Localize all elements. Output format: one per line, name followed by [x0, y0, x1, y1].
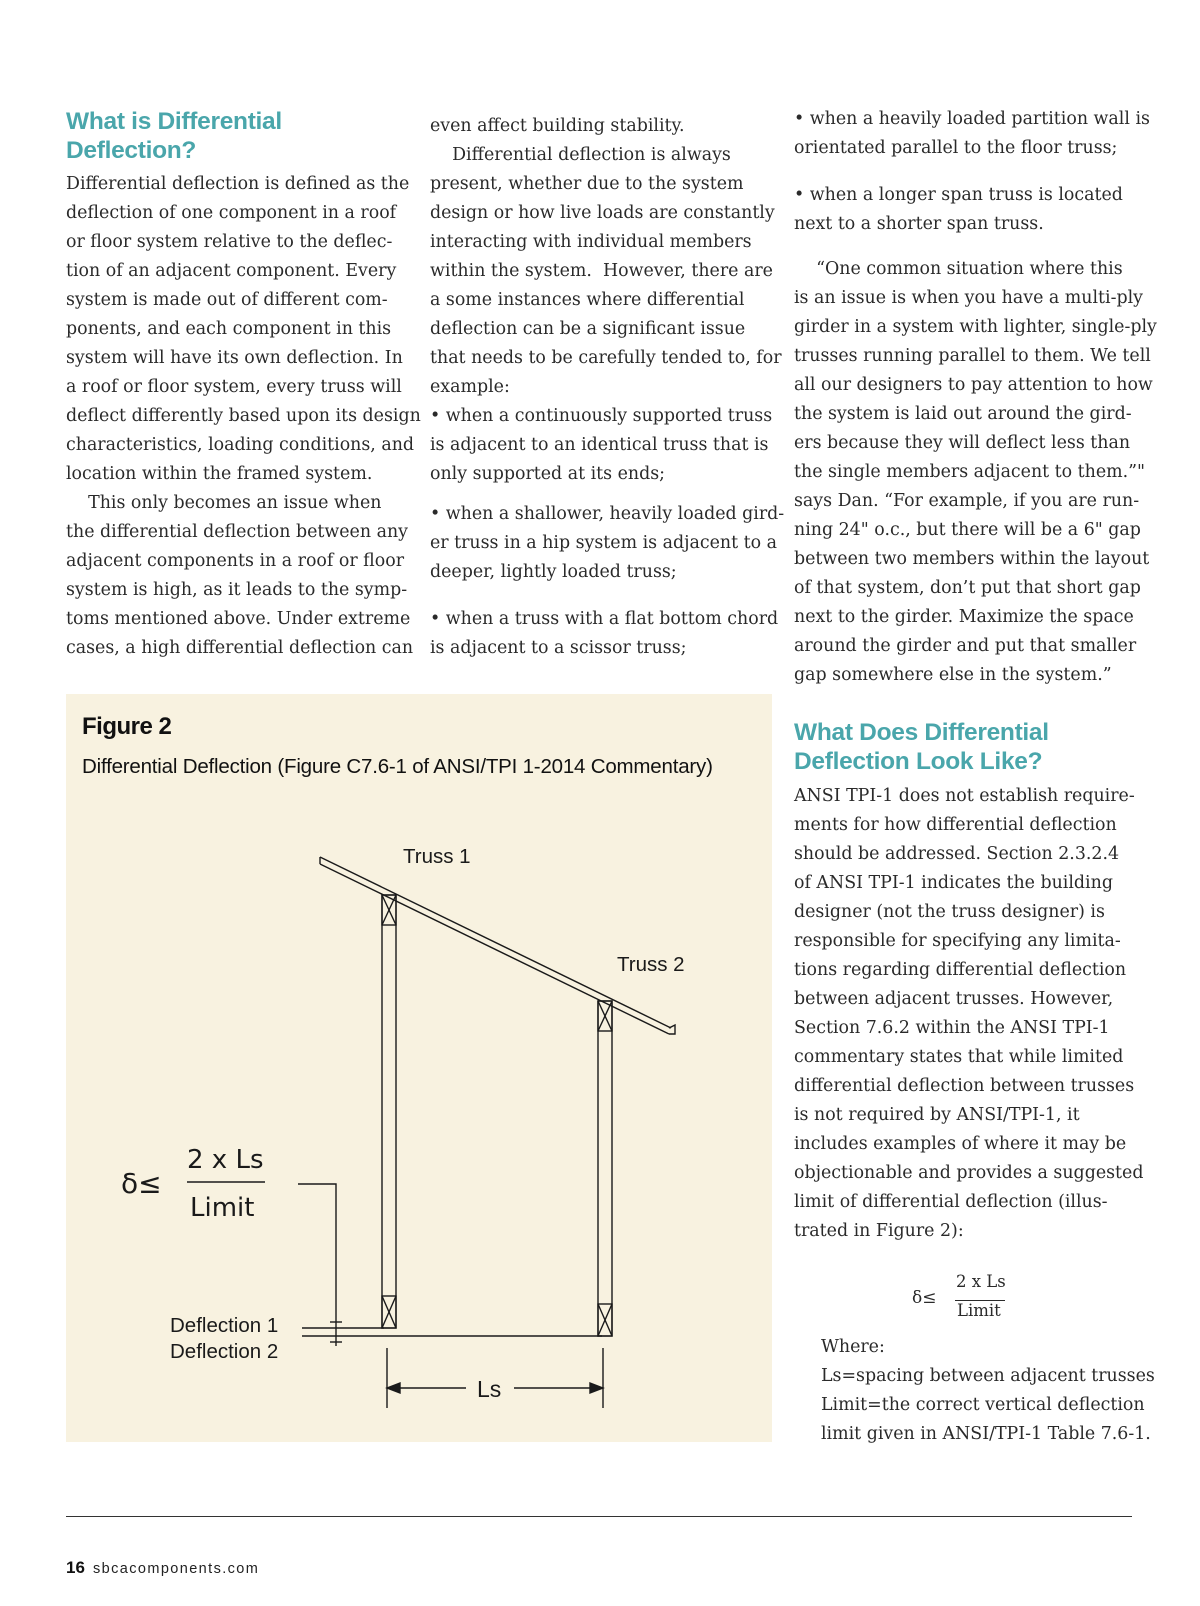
text-line: of ANSI TPI-1 indicates the building: [794, 873, 1113, 893]
text-line: the single members adjacent to them.”": [794, 462, 1146, 482]
text-line: Where:: [821, 1337, 885, 1357]
website-link[interactable]: sbcacomponents.com: [93, 1561, 260, 1577]
ls-label: Ls: [477, 1376, 502, 1402]
footer-rule: [66, 1516, 1132, 1517]
differential-deflection-diagram: [66, 694, 772, 1442]
text-line: between adjacent trusses. However,: [794, 989, 1114, 1009]
text-line: Limit=the correct vertical deflection: [821, 1395, 1145, 1415]
text-line: gap somewhere else in the system.”: [794, 665, 1112, 685]
text-line: objectionable and provides a suggested: [794, 1163, 1144, 1183]
bullet-line: • when a truss with a flat bottom chord: [430, 609, 779, 629]
section-heading-what-does: [794, 718, 1049, 776]
text-line: a some instances where differential: [430, 290, 745, 310]
figure-caption: Differential Deflection (Figure C7.6-1 of ANSI/TPI 1-2014 Commentary): [82, 755, 713, 778]
bullet-line: • when a shallower, heavily loaded gird-: [430, 504, 785, 524]
text-line: characteristics, loading conditions, and: [66, 435, 415, 455]
truss-2-member: [598, 1001, 612, 1336]
text-line: the differential deflection between any: [66, 522, 408, 542]
text-line: This only becomes an issue when: [66, 493, 382, 513]
formula-denominator: Limit: [957, 1301, 1001, 1320]
text-line: ponents, and each component in this: [66, 319, 392, 339]
heading-line: Deflection?: [66, 137, 197, 164]
bullet-line: • when a heavily loaded partition wall is: [794, 109, 1150, 129]
text-line: system is made out of different com-: [66, 290, 388, 310]
figure-title: Figure 2: [82, 713, 172, 740]
text-line: is an issue is when you have a multi-ply: [794, 288, 1143, 308]
text-line: toms mentioned above. Under extreme: [66, 609, 411, 629]
bullet-line: only supported at its ends;: [430, 464, 665, 484]
where-text: [821, 1333, 1155, 1449]
column-2-text: [430, 112, 784, 663]
text-line: of that system, don’t put that short gap: [794, 578, 1141, 598]
bullet-line: is adjacent to a scissor truss;: [430, 638, 687, 658]
text-line: ments for how differential deflection: [794, 815, 1117, 835]
bullet-line: • when a continuously supported truss: [430, 406, 773, 426]
text-line: system will have its own deflection. In: [66, 348, 403, 368]
text-line: deflection can be a significant issue: [430, 319, 746, 339]
formula-numerator: 2 x Ls: [956, 1272, 1006, 1291]
top-chord: [320, 857, 675, 1034]
figure-formula-delta: δ≤: [121, 1167, 162, 1200]
text-line: around the girder and put that smaller: [794, 636, 1137, 656]
text-line: location within the framed system.: [66, 464, 373, 484]
truss-1-member: [382, 895, 396, 1328]
text-line: should be addressed. Section 2.3.2.4: [794, 844, 1120, 864]
text-line: tions regarding differential deflection: [794, 960, 1127, 980]
bullet-line: is adjacent to an identical truss that is: [430, 435, 769, 455]
text-line: ers because they will deflect less than: [794, 433, 1131, 453]
truss-1-label: Truss 1: [403, 845, 471, 868]
column-3-lower-text: [794, 782, 1143, 1246]
bullet-line: er truss in a hip system is adjacent to a: [430, 533, 777, 553]
text-line: interacting with individual members: [430, 232, 752, 252]
text-line: present, whether due to the system: [430, 174, 744, 194]
text-line: next to the girder. Maximize the space: [794, 607, 1134, 627]
text-line: includes examples of where it may be: [794, 1134, 1127, 1154]
bullet-line: deeper, lightly loaded truss;: [430, 562, 677, 582]
formula-delta: δ≤: [912, 1288, 937, 1308]
text-line: deflection of one component in a roof: [66, 203, 397, 223]
text-line: cases, a high differential deflection can: [66, 638, 414, 658]
text-line: example:: [430, 377, 510, 397]
text-line: design or how live loads are constantly: [430, 203, 775, 223]
text-line: ANSI TPI-1 does not establish require-: [794, 786, 1135, 806]
figure-formula-numerator: 2 x Ls: [187, 1145, 264, 1175]
text-line: girder in a system with lighter, single-ply: [794, 317, 1157, 337]
heading-line: What is Differential: [66, 108, 282, 135]
text-line: all our designers to pay attention to how: [794, 375, 1153, 395]
text-line: within the system. However, there are: [430, 261, 773, 281]
bullet-line: next to a shorter span truss.: [794, 214, 1044, 234]
text-line: or floor system relative to the deflec-: [66, 232, 393, 252]
text-line: system is high, as it leads to the symp-: [66, 580, 408, 600]
heading-line: What Does Differential: [794, 719, 1049, 746]
bullet-line: • when a longer span truss is located: [794, 185, 1123, 205]
heading-line: Deflection Look Like?: [794, 748, 1043, 775]
bullet-line: orientated parallel to the floor truss;: [794, 138, 1118, 158]
deflection-1-label: Deflection 1: [170, 1314, 279, 1337]
column-3-text: [794, 105, 1157, 690]
text-line: deflect differently based upon its design: [66, 406, 421, 426]
deflection-2-label: Deflection 2: [170, 1340, 279, 1363]
column-1-text: [66, 170, 421, 663]
page-number: 16: [66, 1558, 85, 1577]
inline-formula: [900, 1272, 1020, 1342]
text-line: designer (not the truss designer) is: [794, 902, 1105, 922]
text-line: Differential deflection is defined as the: [66, 174, 410, 194]
figure-formula-denominator: Limit: [190, 1193, 255, 1223]
text-line: that needs to be carefully tended to, for: [430, 348, 782, 368]
text-line: adjacent components in a roof or floor: [66, 551, 405, 571]
text-line: ning 24" o.c., but there will be a 6" gap: [794, 520, 1141, 540]
text-line: a roof or floor system, every truss will: [66, 377, 402, 397]
text-line: Ls=spacing between adjacent trusses: [821, 1366, 1155, 1386]
text-line: Differential deflection is always: [430, 145, 731, 165]
text-line: even affect building stability.: [430, 116, 685, 136]
text-line: “One common situation where this: [794, 259, 1123, 279]
text-line: between two members within the layout: [794, 549, 1150, 569]
text-line: tion of an adjacent component. Every: [66, 261, 397, 281]
text-line: says Dan. “For example, if you are run-: [794, 491, 1140, 511]
text-line: the system is laid out around the gird-: [794, 404, 1132, 424]
text-line: is not required by ANSI/TPI-1, it: [794, 1105, 1080, 1125]
truss-2-label: Truss 2: [617, 953, 685, 976]
section-heading-what-is: [66, 107, 282, 165]
text-line: commentary states that while limited: [794, 1047, 1124, 1067]
text-line: limit given in ANSI/TPI-1 Table 7.6-1.: [821, 1424, 1151, 1444]
text-line: trated in Figure 2):: [794, 1221, 964, 1241]
text-line: responsible for specifying any limita-: [794, 931, 1121, 951]
text-line: limit of differential deflection (illus-: [794, 1192, 1108, 1212]
text-line: trusses running parallel to them. We tell: [794, 346, 1151, 366]
text-line: differential deflection between trusses: [794, 1076, 1135, 1096]
text-line: Section 7.6.2 within the ANSI TPI-1: [794, 1018, 1110, 1038]
